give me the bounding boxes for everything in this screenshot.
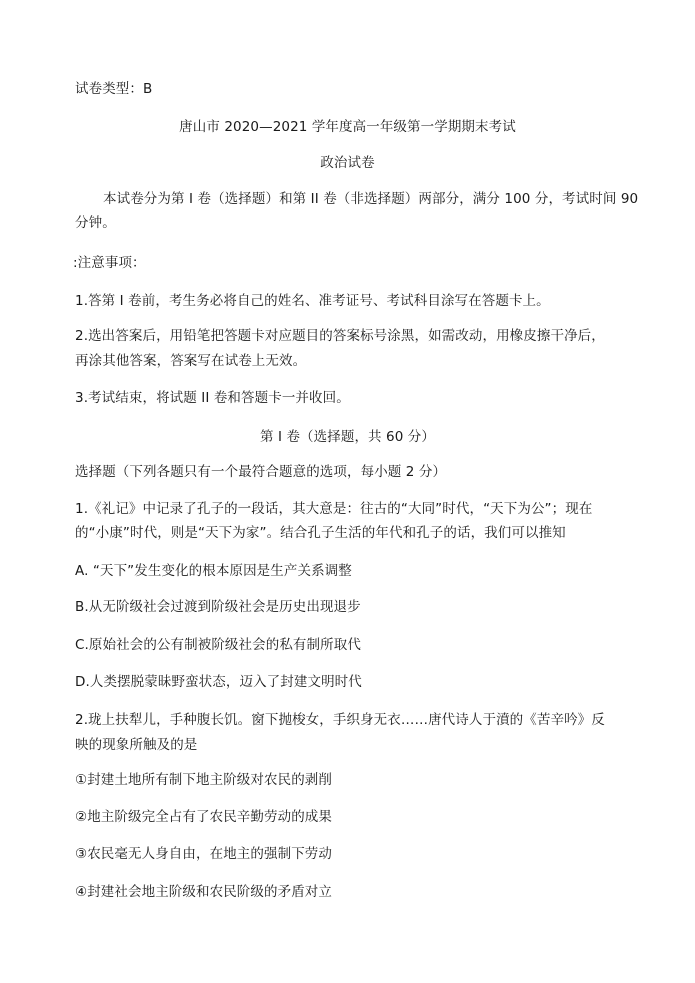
note-2-line2: 再涂其他答案，答案写在试卷上无效。 xyxy=(75,353,307,369)
note-2-line1: 2.选出答案后，用铅笔把答题卡对应题目的答案标号涂黑，如需改动，用橡皮擦干净后， xyxy=(75,328,605,344)
intro-text-line1: 本试卷分为第 I 卷（选择题）和第 II 卷（非选择题）两部分，满分 100 分，考试时间 90 xyxy=(103,191,639,207)
section-title: 第 I 卷（选择题，共 60 分） xyxy=(259,429,436,445)
paper-type-label: 试卷类型：B xyxy=(75,81,153,97)
question-2-line1: 2.珑上扶犁儿，手种腹长饥。窗下抛梭女，手织身无衣……唐代诗人于濆的《苦辛吟》反 xyxy=(75,712,605,728)
intro-text-line2: 分钟。 xyxy=(75,215,116,231)
question-2-option-1: ①封建土地所有制下地主阶级对农民的剥削 xyxy=(75,772,333,788)
exam-title: 唐山市 2020—2021 学年度高一年级第一学期期末考试 xyxy=(179,119,516,135)
question-1-line2: 的“小康”时代，则是“天下为家”。结合孔子生活的年代和孔子的话，我们可以推知 xyxy=(75,525,566,541)
notes-heading: :注意事项： xyxy=(73,255,146,271)
question-2-line2: 映的现象所触及的是 xyxy=(75,737,198,753)
question-2-option-3: ③农民毫无人身自由，在地主的强制下劳动 xyxy=(75,846,333,862)
question-2-option-4: ④封建社会地主阶级和农民阶级的矛盾对立 xyxy=(75,884,333,900)
question-1-option-b: B.从无阶级社会过渡到阶级社会是历史出现退步 xyxy=(75,599,361,615)
question-2-option-2: ②地主阶级完全占有了农民辛勤劳动的成果 xyxy=(75,809,333,825)
question-1-option-a: A. “天下”发生变化的根本原因是生产关系调整 xyxy=(75,563,352,579)
question-1-option-d: D.人类摆脱蒙昧野蛮状态，迈入了封建文明时代 xyxy=(75,674,362,690)
question-1-option-c: C.原始社会的公有制被阶级社会的私有制所取代 xyxy=(75,637,361,653)
note-1: 1.答第 I 卷前，考生务必将自己的姓名、准考证号、考试科目涂写在答题卡上。 xyxy=(75,293,550,309)
note-3: 3.考试结束，将试题 II 卷和答题卡一并收回。 xyxy=(75,390,350,406)
question-1-line1: 1.《礼记》中记录了孔子的一段话，其大意是：往古的“大同”时代，“天下为公”；现在 xyxy=(75,501,593,517)
section-instruction: 选择题（下列各题只有一个最符合题意的选项，每小题 2 分） xyxy=(75,464,447,480)
exam-subject: 政治试卷 xyxy=(320,155,375,171)
